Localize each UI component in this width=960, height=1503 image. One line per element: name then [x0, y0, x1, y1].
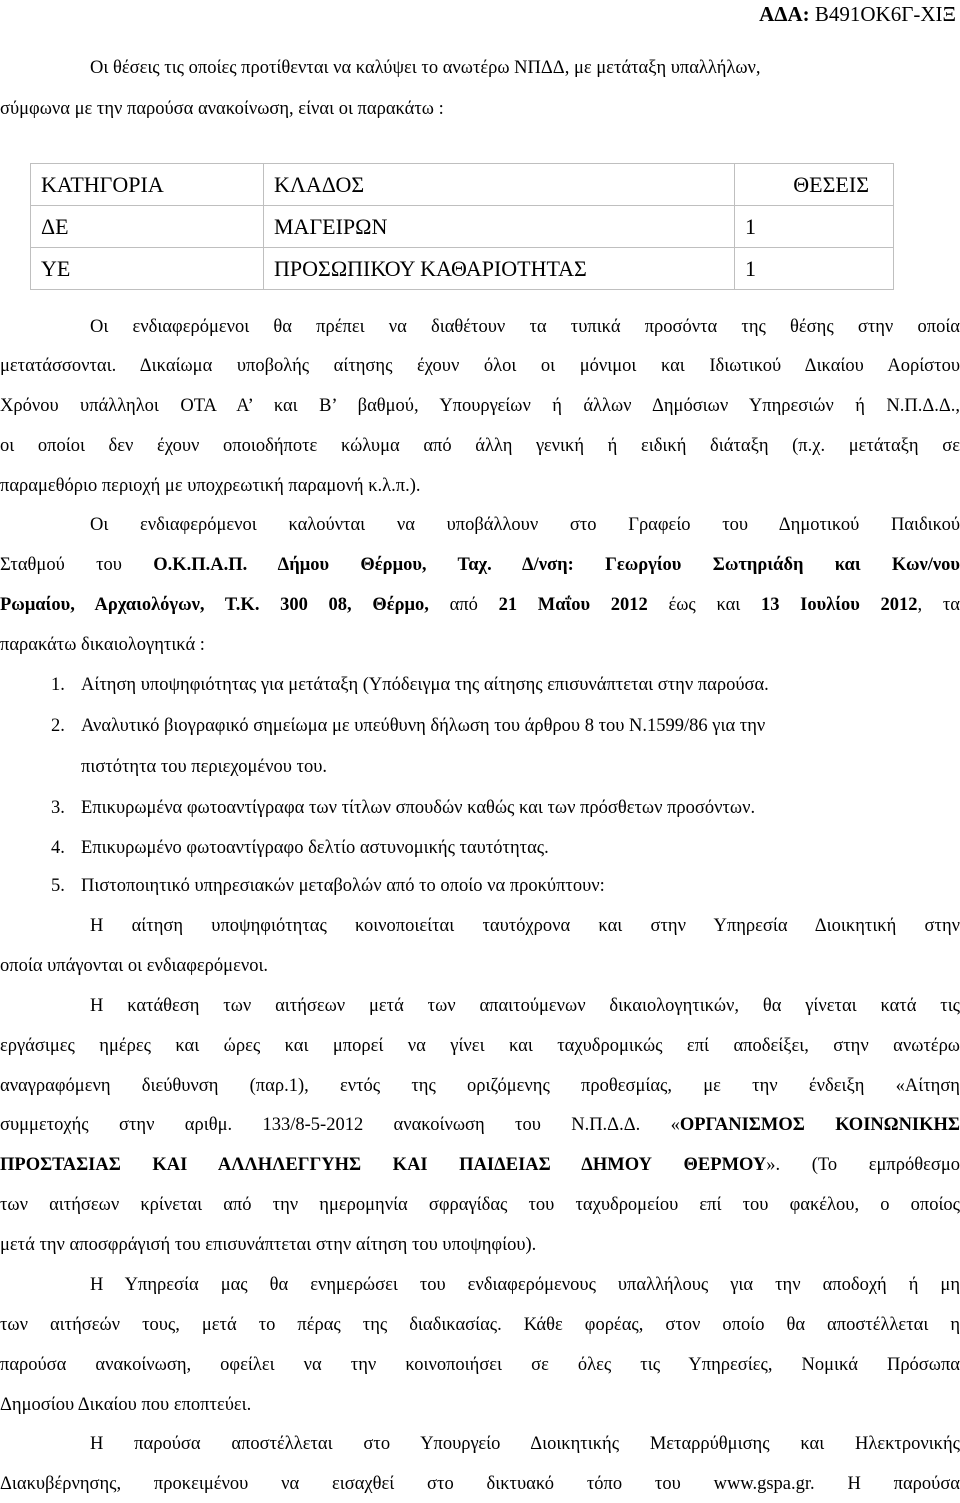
para4-line-4: [0, 1115, 960, 1136]
table-cell-branch: ΠΡΟΣΩΠΙΚΟΥ ΚΑΘΑΡΙΟΤΗΤΑΣ: [264, 248, 735, 290]
para3-line-1: Η αίτηση υποψηφιότητας κοινοποιείται ταυτόχρονα και στην Υπηρεσία Διοικητική στην: [90, 916, 960, 936]
para2-text: από: [428, 595, 499, 615]
para1-line-1: Οι ενδιαφερόμενοι θα πρέπει να διαθέτουν τα τυπικά προσόντα της θέσης στην οποία: [90, 317, 960, 337]
para5-line-4: Δημοσίου Δικαίου που εποπτεύει.: [0, 1395, 252, 1415]
para5-line-1: Η Υπηρεσία μας θα ενημερώσει του ενδιαφερόμενους υπαλλήλους για την αποδοχή ή μη: [90, 1275, 960, 1295]
para4-line-2: εργάσιμες ημέρες και ώρες και μπορεί να γίνει και ταχυδρομικώς επί αποδείξει, στην ανωτέρω: [0, 1036, 960, 1056]
list-number: 2.: [51, 716, 65, 736]
table-row: [31, 206, 894, 248]
para4-line-5: [0, 1155, 960, 1176]
ada-code: Β491ΟΚ6Γ-ΧΙΞ: [814, 2, 956, 26]
ada-label: ΑΔΑ:: [759, 2, 810, 26]
table-header-branch: ΚΛΑΔΟΣ: [264, 164, 735, 206]
table-cell-positions: 1: [735, 248, 894, 290]
list-item-continuation: πιστότητα του περιεχομένου του.: [81, 757, 328, 777]
intro-line-2: σύμφωνα με την παρούσα ανακοίνωση, είναι οι παρακάτω :: [0, 99, 444, 119]
table-header-category: ΚΑΤΗΓΟΡΙΑ: [31, 164, 264, 206]
list-item: Αίτηση υποψηφιότητας για μετάταξη (Υπόδειγμα της αίτησης επισυνάπτεται στην παρούσα.: [81, 675, 769, 695]
para2-line-2: [0, 555, 960, 576]
list-number: 5.: [51, 876, 65, 896]
para4-bold-org: ΟΡΓΑΝΙΣΜΟΣ ΚΟΙΝΩΝΙΚΗΣ: [679, 1115, 960, 1135]
para1-line-4: οι οποίοι δεν έχουν οποιοδήποτε κώλυμα από άλλη γενική ή ειδική διάταξη (π.χ. μετάταξη σε: [0, 436, 960, 456]
para4-bold-org-end: ΠΡΟΣΤΑΣΙΑΣ ΚΑΙ ΑΛΛΗΛΕΓΓΥΗΣ ΚΑΙ ΠΑΙΔΕΙΑΣ ΔΗΜΟΥ ΘΕΡΜΟΥ: [0, 1155, 767, 1175]
para1-line-3: Χρόνου υπάλληλοι ΟΤΑ Α’ και Β’ βαθμού, Υπουργείων ή άλλων Δημόσιων Υπηρεσιών ή Ν.Π.Δ.Δ.,: [0, 396, 960, 416]
table-row: [31, 248, 894, 290]
para6-line-2: Διακυβέρνησης, προκειμένου να εισαχθεί στο δικτυακό τόπο του www.gspa.gr. Η παρούσα: [0, 1474, 960, 1494]
para2-text: Σταθμού του: [0, 555, 154, 575]
para2-line-4: παρακάτω δικαιολογητικά :: [0, 635, 205, 655]
list-number: 3.: [51, 798, 65, 818]
list-number: 1.: [51, 675, 65, 695]
para2-bold-address-end: Ρωμαίου, Αρχαιολόγων, Τ.Κ. 300 08, Θέρμο,: [0, 595, 429, 615]
para4-text: ». (Το εμπρόθεσμο: [766, 1155, 960, 1175]
para4-text: συμμετοχής στην αριθμ. 133/8-5-2012 ανακοίνωση του Ν.Π.Δ.Δ. «: [0, 1115, 680, 1135]
table-header-row: [31, 164, 894, 206]
para2-line-3: [0, 595, 960, 616]
list-item: Επικυρωμένο φωτοαντίγραφο δελτίο αστυνομικής ταυτότητας.: [81, 838, 549, 858]
para1-line-5: παραμεθόριο περιοχή με υποχρεωτική παραμονή κ.λ.π.).: [0, 476, 421, 496]
table-cell-positions: 1: [735, 206, 894, 248]
para4-line-3: αναγραφόμενη διεύθυνση (παρ.1), εντός της οριζόμενης προθεσμίας, με την ένδειξη «Αίτηση: [0, 1076, 960, 1096]
table-cell-category: ΥΕ: [31, 248, 264, 290]
para2-text: , τα: [917, 595, 960, 615]
para2-bold-address: Ο.Κ.Π.Α.Π. Δήμου Θέρμου, Ταχ. Δ/νση: Γεωργίου Σωτηριάδη και Κων/νου: [153, 555, 960, 575]
list-item: Πιστοποιητικό υπηρεσιακών μεταβολών από το οποίο να προκύπτουν:: [81, 876, 605, 896]
para4-line-7: μετά την αποσφράγισή του επισυνάπτεται στην αίτηση του υποψηφίου).: [0, 1235, 537, 1255]
para1-line-2: μετατάσσονται. Δικαίωμα υποβολής αίτησης έχουν όλοι οι μόνιμοι και Ιδιωτικού Δικαίου Αορίστου: [0, 356, 960, 376]
list-number: 4.: [51, 838, 65, 858]
para5-line-3: παρούσα ανακοίνωση, οφείλει να την κοινοποιήσει σε όλες τις Υπηρεσίες, Νομικά Πρόσωπα: [0, 1355, 960, 1375]
para6-line-1: Η παρούσα αποστέλλεται στο Υπουργείο Διοικητικής Μεταρρύθμισης και Ηλεκτρονικής: [90, 1434, 960, 1454]
para2-start-date: 21 Μαΐου 2012: [498, 595, 648, 615]
para2-line-1: Οι ενδιαφερόμενοι καλούνται να υποβάλλουν στο Γραφείο του Δημοτικού Παιδικού: [90, 515, 960, 535]
para4-line-1: Η κατάθεση των αιτήσεων μετά των απαιτούμενων δικαιολογητικών, θα γίνεται κατά τις: [90, 996, 960, 1016]
para2-text: έως και: [647, 595, 761, 615]
para3-line-2: οποία υπάγονται οι ενδιαφερόμενοι.: [0, 956, 269, 976]
list-item: Επικυρωμένα φωτοαντίγραφα των τίτλων σπουδών καθώς και των πρόσθετων προσόντων.: [81, 798, 756, 818]
table-cell-category: ΔΕ: [31, 206, 264, 248]
ada-header: [759, 2, 956, 27]
intro-line-1: Οι θέσεις τις οποίες προτίθενται να καλύψει το ανωτέρω ΝΠΔΔ, με μετάταξη υπαλλήλων,: [90, 58, 761, 78]
para4-line-6: των αιτήσεων κρίνεται από την ημερομηνία σφραγίδας του ταχυδρομείου επί του φακέλου, ο οποίος: [0, 1195, 960, 1215]
list-item: Αναλυτικό βιογραφικό σημείωμα με υπεύθυνη δήλωση του άρθρου 8 του Ν.1599/86 για την: [81, 716, 766, 736]
para5-line-2: των αιτήσεών τους, μετά το πέρας της διαδικασίας. Κάθε φορέας, στον οποίο θα αποστέλλεται η: [0, 1315, 960, 1335]
para2-end-date: 13 Ιουλίου 2012: [760, 595, 918, 615]
table-header-positions: ΘΕΣΕΙΣ: [735, 164, 894, 206]
table-cell-branch: ΜΑΓΕΙΡΩΝ: [264, 206, 735, 248]
positions-table: [30, 163, 894, 290]
